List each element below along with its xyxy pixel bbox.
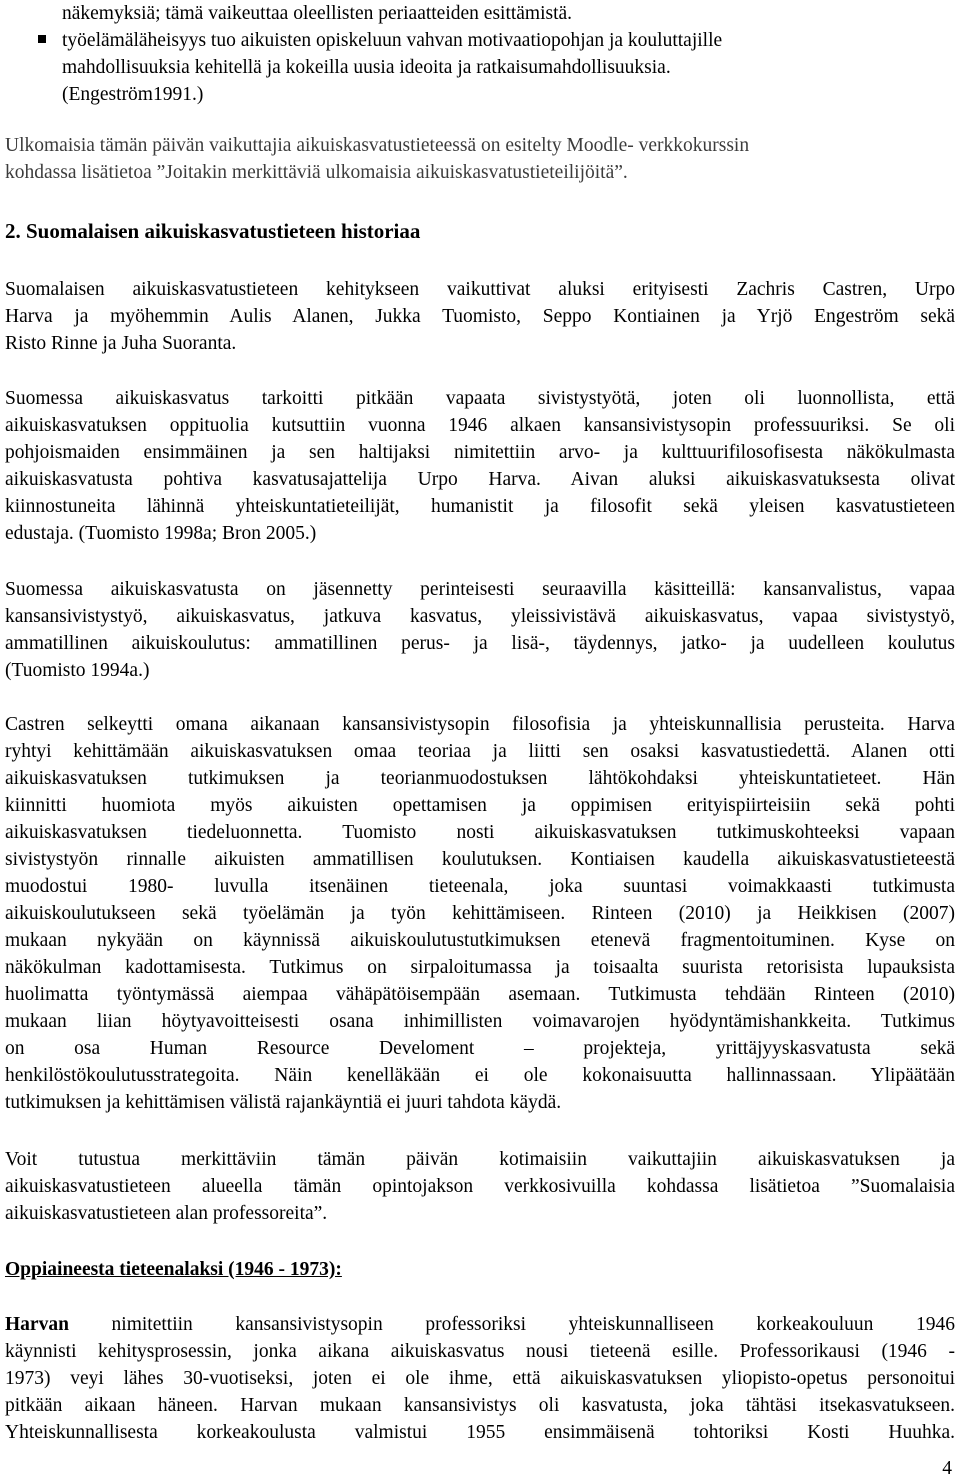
text-line: muodostui 1980- luvulla itsenäinen tieteenala, joka suuntasi voimakkaasti tutkimusta	[5, 876, 955, 897]
paragraph	[5, 711, 955, 1116]
text-line: Castren selkeytti omana aikanaan kansansivistysopin filosofisia ja yhteiskunnallisia perusteita. Harva	[5, 714, 955, 735]
text-line: näkökulman kadottamisesta. Tutkimus on sirpaloitumassa ja toisaalta suurista retorisista lupauksista	[5, 957, 955, 978]
paragraph	[5, 1311, 955, 1446]
text-line: aikuiskasvatusta pohtiva kasvatusajattelija Urpo Harva. Aivan aluksi aikuiskasvatuksesta olivat	[5, 469, 955, 490]
text-line: Ulkomaisia tämän päivän vaikuttajia aikuiskasvatustieteessä on esitelty Moodle- verkkokurssin	[5, 135, 750, 156]
text-line: Suomessa aikuiskasvatusta on jäsennetty perinteisesti seuraavilla käsitteillä: kansanvalistus, vapaa	[5, 579, 955, 600]
continuation-line	[62, 0, 952, 27]
bullet-item	[62, 27, 952, 108]
text-line: edustaja. (Tuomisto 1998a; Bron 2005.)	[5, 523, 317, 544]
text-line: mukaan liian höytyavoitteisesti osana inhimillisten voimavarojen hyödyntämishankkeita. Tutkimus	[5, 1011, 955, 1032]
text-line: näkemyksiä; tämä vaikeuttaa oleellisten periaatteiden esittämistä.	[62, 3, 573, 24]
text-line: ammatillinen aikuiskoulutus: ammatillinen perus- ja lisä-, täydennys, jatko- ja uudelleen koulutus	[5, 633, 955, 654]
text-line: aikuiskasvatuksen tutkimuksen ja teorianmuodostuksen lähtökohdaksi yhteiskuntatieteet. Hän	[5, 768, 955, 789]
paragraph	[5, 276, 955, 357]
text-line: pitkään aikaan häneen. Harvan mukaan kansansivistys oli kasvatusta, joka tähtäsi itsekasvatukseen.	[5, 1395, 955, 1416]
subheading	[5, 1256, 955, 1283]
text-line: aikuiskasvatustieteen alueella tämän opintojakson verkkosivuilla kohdassa lisätietoa ”Suomalaisia	[5, 1176, 955, 1197]
text-line: ryhtyi kehittämään aikuiskasvatuksen omaa teoriaa ja liitti sen osaksi kasvatustiedettä. Alanen otti	[5, 741, 955, 762]
text-line: Yhteiskunnallisesta korkeakoulusta valmistui 1955 ensimmäisenä tohtoriksi Kosti Huuhka.	[5, 1422, 955, 1443]
text-line: aikuiskasvatustieteen alan professoreita”.	[5, 1203, 328, 1224]
text-line: (Engeström1991.)	[62, 84, 204, 105]
text-line: on osa Human Resource Develoment – projekteja, yrittäjyyskasvatusta sekä	[5, 1038, 955, 1059]
text-line: työelämäläheisyys tuo aikuisten opiskeluun vahvan motivaatiopohjan ja kouluttajille	[62, 30, 723, 51]
text-line: sivistystyön rinnalle aikuisten ammatillisen koulutuksen. Kontiaisen kaudella aikuiskasvatustieteestä	[5, 849, 955, 870]
text-line: Harva ja myöhemmin Aulis Alanen, Jukka Tuomisto, Seppo Kontiainen ja Yrjö Engeström sekä	[5, 306, 955, 327]
text-line: kiinnitti huomiota myös aikuisten opettamisen ja oppimisen erityispiirteisiin sekä pohti	[5, 795, 955, 816]
paragraph	[5, 1146, 955, 1227]
text-line: aikuiskasvatuksen tiedeluonnetta. Tuomisto nosti aikuiskasvatuksen tutkimuskohteeksi vapaan	[5, 822, 955, 843]
text-line: 1973) veyi lähes 30-vuotiseksi, joten ei ole ihme, että aikuiskasvatuksen yliopisto-opetus personoitui	[5, 1368, 955, 1389]
subheading-text: Oppiaineesta tieteenalaksi (1946 - 1973):	[5, 1259, 342, 1280]
text-line: pohjoismaiden ensimmäinen ja sen haltijaksi nimitettiin arvo- ja kulttuurifilosofisesta näkökulmasta	[5, 442, 955, 463]
text-line: tutkimuksen ja kehittämisen välistä rajankäyntiä ei juuri tahdota käydä.	[5, 1092, 562, 1113]
section-heading	[5, 218, 955, 245]
square-bullet-icon	[38, 35, 46, 43]
text-line: kiinnostuneita lähinnä yhteiskuntatieteilijät, humanistit ja filosofit sekä yleisen kasvatustieteen	[5, 496, 955, 517]
text-line: mukaan nykyään on käynnissä aikuiskoulutustutkimuksen etenevä fragmentoituminen. Kyse on	[5, 930, 955, 951]
text-line	[5, 1311, 955, 1338]
paragraph	[5, 385, 955, 547]
text-line: aikuiskoulutukseen sekä työelämän ja työn kehittämiseen. Rinteen (2010) ja Heikkisen (2007)	[5, 903, 955, 924]
text-line: Suomessa aikuiskasvatus tarkoitti pitkään vapaata sivistystyötä, joten oli luonnollista, että	[5, 388, 955, 409]
text-line: kohdassa lisätietoa ”Joitakin merkittäviä ulkomaisia aikuiskasvatustieteilijöitä”.	[5, 162, 628, 183]
section-heading-text: 2. Suomalaisen aikuiskasvatustieteen historiaa	[5, 219, 421, 243]
text-line: huolimatta työntymässä aiempaa vähäpätöisempään asemaan. Tutkimusta tehdään Rinteen (2010)	[5, 984, 955, 1005]
text-line: mahdollisuuksia kehitellä ja kokeilla uusia ideoita ja ratkaisumahdollisuuksia.	[62, 57, 671, 78]
text-line: kansansivistystyö, aikuiskasvatus, jatkuva kasvatus, yleissivistävä aikuiskasvatus, vapaa sivistystyö,	[5, 606, 955, 627]
text-line: (Tuomisto 1994a.)	[5, 660, 150, 681]
text-line: aikuiskasvatuksen oppituolia kutsuttiin vuonna 1946 alkaen kansansivistysopin professuuriksi. Se oli	[5, 415, 955, 436]
paragraph	[5, 576, 955, 684]
text-line: Risto Rinne ja Juha Suoranta.	[5, 333, 237, 354]
text-line: käynnisti kehitysprosessin, jonka aikana aikuiskasvatus nousi tieteenä esille. Professorikausi (1946 -	[5, 1341, 955, 1362]
page-number: 4	[942, 1458, 952, 1479]
foreign-influencers-note	[5, 132, 955, 186]
text-line: Voit tutustua merkittäviin tämän päivän kotimaisiin vaikuttajiin aikuiskasvatuksen ja	[5, 1149, 955, 1170]
text-line: henkilöstökoulutusstrategoita. Näin kenelläkään ei ole kokonaisuutta hallinnassaan. Ylipäätään	[5, 1065, 955, 1086]
bold-name: Harvan	[5, 1314, 69, 1335]
text-span: nimitettiin kansansivistysopin professoriksi yhteiskunnalliseen korkeakouluun 1946	[68, 1314, 955, 1335]
text-line: Suomalaisen aikuiskasvatustieteen kehitykseen vaikuttivat aluksi erityisesti Zachris Castren, Urpo	[5, 279, 955, 300]
